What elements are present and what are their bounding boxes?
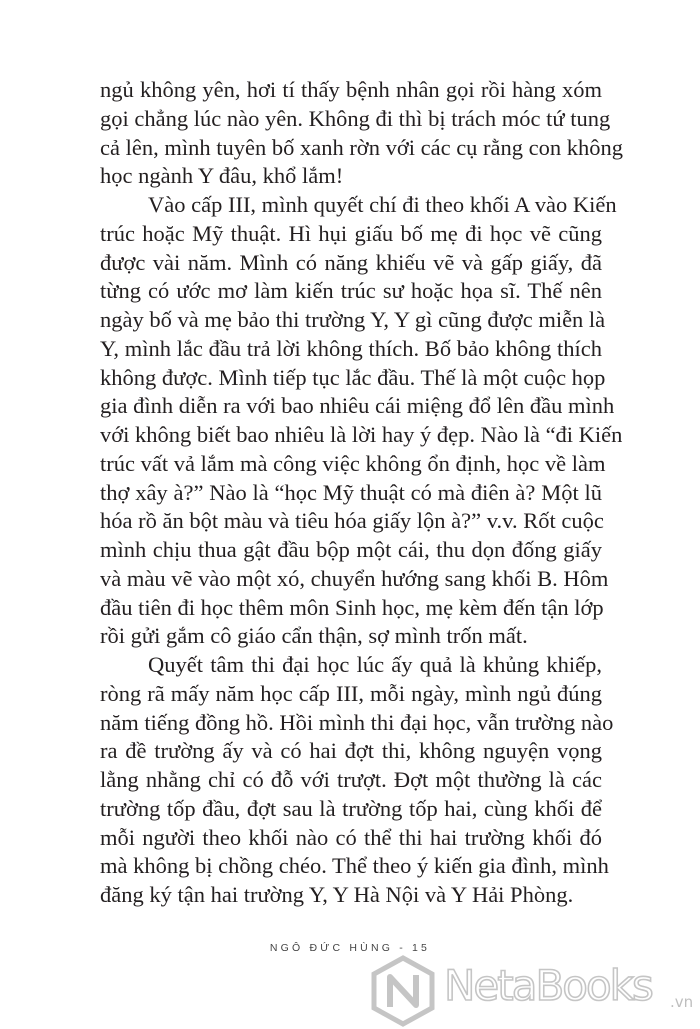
text-line: đầu tiên đi học thêm môn Sinh học, mẹ kèm đến tận lớp [100,594,604,620]
text-line: mỗi người theo khối nào có thể thi hai trường khối đó [100,824,602,850]
text-line: học ngành Y đâu, khổ lắm! [100,163,344,189]
text-line: đăng ký tận hai trường Y, Y Hà Nội và Y Hải Phòng. [100,882,574,907]
text-line: hóa rồ ăn bột màu và tiêu hóa giấy lộn à?” v.v. Rốt cuộc [100,508,604,534]
text-line: và màu vẽ vào một xó, chuyển hướng sang khối B. Hôm [100,565,609,591]
text-line: rồi gửi gắm cô giáo cẩn thận, sợ mình trốn mất. [100,623,528,649]
page-footer: NGÔ ĐỨC HÙNG - 15 [269,942,431,954]
book-page-body [100,76,624,910]
text-line: cả lên, mình tuyên bố xanh rờn với các cụ rằng con không [100,134,624,160]
text-line: trường tốp đầu, đợt sau là trường tốp hai, cùng khối để [100,795,602,821]
text-line: mà không bị chồng chéo. Thể theo ý kiến gia đình, mình [100,853,609,879]
watermark-text: NetaBooks [444,961,652,1010]
text-line: không được. Mình tiếp tục lắc đầu. Thế là một cuộc họp [100,364,606,390]
watermark-suffix: .vn [670,993,694,1011]
netabooks-logo-icon [368,955,438,1027]
text-line: ròng rã mấy năm học cấp III, mỗi ngày, mình ngủ đúng [100,680,602,706]
text-line: Y, mình lắc đầu trả lời không thích. Bố bảo không thích [100,335,602,361]
text-line: trúc vất vả lắm mà công việc không ổn định, học về làm [100,450,606,476]
text-line: gia đình diễn ra với bao nhiêu cái miệng đổ lên đầu mình [100,393,615,419]
text-line: gọi chẳng lúc nào yên. Không đi thì bị trách móc tứ tung [100,105,611,131]
watermark [368,955,698,1027]
paragraph-2 [100,191,623,651]
text-line: ngủ không yên, hơi tí thấy bệnh nhân gọi rồi hàng xóm [100,77,602,102]
text-line: được vài năm. Mình có năng khiếu vẽ và gấp giấy, đã [100,249,602,275]
paragraph-1 [100,76,624,191]
text-line: năm tiếng đồng hồ. Hồi mình thi đại học, vẫn trường nào [100,709,614,735]
text-line: mình chịu thua gật đầu bộp một cái, thu dọn đống giấy [100,537,602,562]
text-line: ngày bố và mẹ bảo thi trường Y, Y gì cũng được miễn là [100,307,606,332]
text-line: trúc hoặc Mỹ thuật. Hì hụi giấu bố mẹ đi học vẽ cũng [100,220,602,246]
text-line: ra đề trường ấy và có hai đợt thi, không nguyện vọng [100,738,602,764]
text-line: từng có ước mơ làm kiến trúc sư hoặc họa sĩ. Thế nên [100,278,602,304]
text-line: lằng nhằng chỉ có đỗ với trượt. Đợt một thường là các [100,767,602,792]
text-line: Quyết tâm thi đại học lúc ấy quả là khủng khiếp, [148,652,602,677]
text-line: với không biết bao nhiêu là lời hay ý đẹp. Nào là “đi Kiến [100,422,623,447]
text-line: thợ xây à?” Nào là “học Mỹ thuật có mà điên à? Một lũ [100,479,602,505]
paragraph-3 [100,651,614,910]
text-line: Vào cấp III, mình quyết chí đi theo khối A vào Kiến [148,192,617,217]
